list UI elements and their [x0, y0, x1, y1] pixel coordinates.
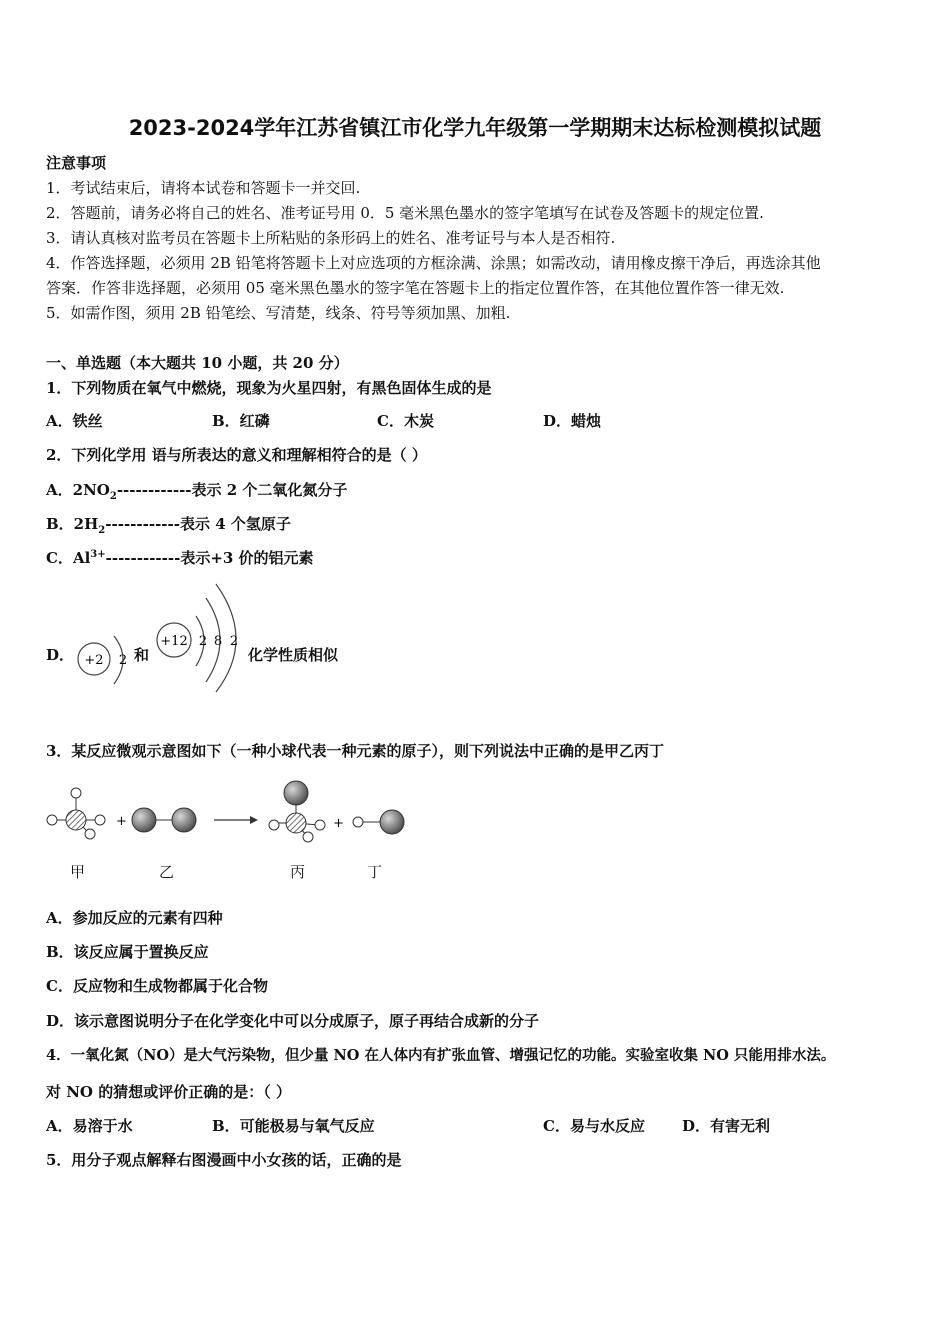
q4-option-b: B．可能极易与氧气反应 — [212, 1117, 375, 1135]
q2-c-rest: ------------表示+3 价的铝元素 — [105, 549, 314, 567]
q2-option-a — [46, 479, 347, 502]
q3-option-d: D．该示意图说明分子在化学变化中可以分成原子，原子再结合成新的分子 — [46, 1012, 540, 1030]
molecule-yi — [132, 808, 196, 832]
atom2-shell-count: 2 — [198, 634, 208, 649]
notice-item: 5．如需作图，须用 2B 铅笔绘、写清楚，线条、符号等须加黑、加粗. — [46, 304, 511, 322]
notice-item: 2．答题前，请务必将自己的姓名、准考证号用 0．5 毫米黑色墨水的签字笔填写在试卷及答题卡的规定位置. — [46, 204, 764, 222]
notice-item: 答案．作答非选择题，必须用 05 毫米黑色墨水的签字笔在答题卡上的指定位置作答，在其他位置作答一律无效. — [46, 279, 785, 297]
q2-option-c — [46, 547, 314, 568]
question-4-stem-2: 对 NO 的猜想或评价正确的是：（ ） — [46, 1083, 291, 1101]
reaction-arrow — [214, 816, 258, 824]
q4-option-c: C．易与水反应 — [543, 1117, 645, 1135]
atom2-nucleus-label: +12 — [160, 634, 188, 649]
q4-option-a: A．易溶于水 — [46, 1117, 133, 1135]
atom1-shell-count: 2 — [118, 653, 128, 668]
q3-option-c: C．反应物和生成物都属于化合物 — [46, 977, 268, 995]
q1-option-d: D．蜡烛 — [543, 412, 602, 430]
question-3-stem: 3．某反应微观示意图如下（一种小球代表一种元素的原子），则下列说法中正确的是甲乙丙丁 — [46, 742, 664, 760]
question-5-stem: 5．用分子观点解释右图漫画中小女孩的话，正确的是 — [46, 1151, 402, 1169]
q2-c-sup: 3+ — [90, 549, 106, 560]
atom1-nucleus-label: +2 — [84, 653, 104, 668]
notice-item: 3．请认真核对监考员在答题卡上所粘贴的条形码上的姓名、准考证号与本人是否相符. — [46, 229, 616, 247]
label-ding: 丁 — [367, 863, 383, 881]
plus-sign: + — [333, 816, 344, 831]
notice-item: 1．考试结束后，请将本试卷和答题卡一并交回. — [46, 179, 361, 197]
q2-b-prefix: B．2H — [46, 515, 99, 533]
atom2-shell-count: 8 — [213, 634, 223, 649]
label-yi: 乙 — [159, 863, 175, 881]
question-1-stem: 1．下列物质在氧气中燃烧，现象为火星四射，有黑色固体生成的是 — [46, 379, 492, 397]
q2-b-rest: ------------表示 4 个氢原子 — [105, 515, 291, 533]
question-2-stem: 2．下列化学用 语与所表达的意义和理解相符合的是（ ） — [46, 446, 427, 464]
atom2-shell-count: 2 — [229, 634, 239, 649]
q2-option-d-label: D． — [46, 646, 75, 664]
q1-option-c: C．木炭 — [377, 412, 434, 430]
label-bing: 丙 — [290, 863, 306, 881]
q2-c-prefix: C．Al — [46, 549, 91, 567]
molecule-bing — [269, 781, 325, 842]
q4-option-d: D．有害无利 — [682, 1117, 771, 1135]
q2-option-b — [46, 513, 291, 536]
reaction-diagram — [40, 775, 420, 855]
q3-option-a: A．参加反应的元素有四种 — [46, 909, 223, 927]
molecule-ding — [353, 810, 404, 834]
question-4-stem: 4．一氧化氮（NO）是大气污染物，但少量 NO 在人体内有扩张血管、增强记忆的功能。实验室收集 NO 只能用排水法。 — [46, 1047, 836, 1064]
notice-heading: 注意事项 — [46, 154, 107, 172]
q3-option-b: B．该反应属于置换反应 — [46, 943, 209, 961]
q2-a-prefix: A．2NO — [46, 481, 110, 499]
section-heading: 一、单选题（本大题共 10 小题，共 20 分） — [46, 354, 349, 372]
atom-structure-diagrams — [70, 580, 260, 695]
notice-item: 4．作答选择题，必须用 2B 铅笔将答题卡上对应选项的方框涂满、涂黑；如需改动，请用橡皮擦干净后，再选涂其他 — [46, 254, 821, 272]
label-jia: 甲 — [70, 863, 86, 881]
molecule-jia — [47, 788, 105, 839]
q2-a-sub: 2 — [109, 491, 117, 502]
page-title: 2023-2024学年江苏省镇江市化学九年级第一学期期末达标检测模拟试题 — [128, 116, 822, 140]
plus-sign: + — [116, 814, 127, 829]
q2-a-rest: ------------表示 2 个二氧化氮分子 — [116, 481, 348, 499]
q2-d-and: 和 — [134, 646, 150, 664]
q2-d-text: 化学性质相似 — [248, 646, 339, 664]
q1-option-b: B．红磷 — [212, 412, 270, 430]
q1-option-a: A．铁丝 — [46, 412, 103, 430]
q2-b-sub: 2 — [98, 525, 106, 536]
